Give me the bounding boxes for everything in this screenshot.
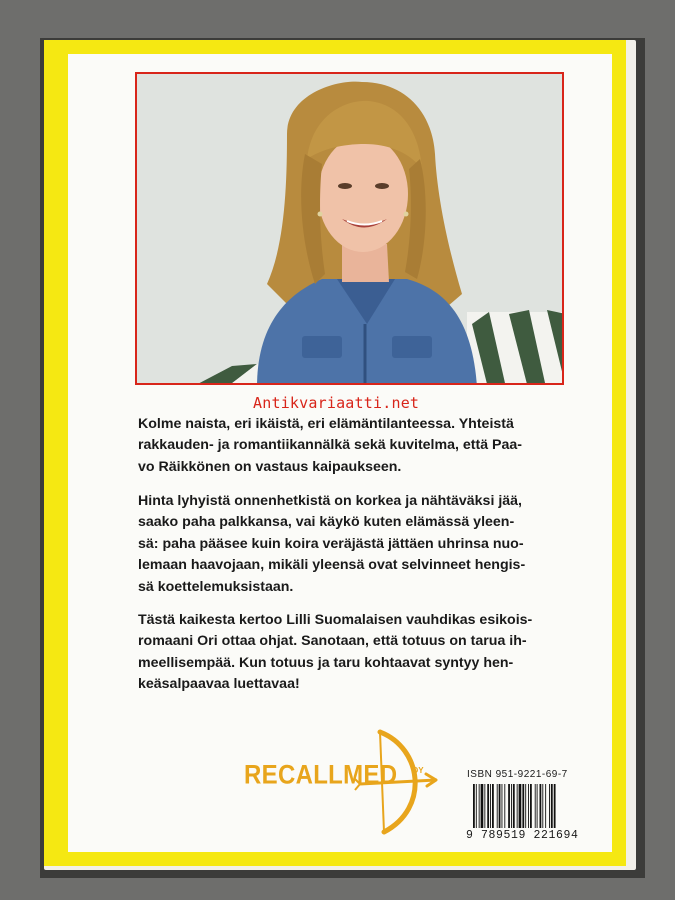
barcode-bar	[502, 784, 503, 828]
barcode-bar	[522, 784, 524, 828]
barcode-bar	[530, 784, 532, 828]
blurb-line: Hinta lyhyistä onnenhetkistä on korkea ja nähtäväksi jää,	[138, 493, 522, 509]
barcode-bar	[492, 784, 494, 828]
barcode-bar	[476, 784, 477, 828]
ean-number: 9 789519 221694	[466, 829, 579, 842]
barcode-bar	[497, 784, 498, 828]
blurb-line: saako paha palkkansa, vai käykö kuten elämässä yleen-	[138, 514, 515, 531]
blurb-line: Tästä kaikesta kertoo Lilli Suomalaisen vauhdikas esikois-	[138, 612, 533, 628]
barcode-bar	[511, 784, 512, 828]
yellow-border-left	[44, 40, 68, 860]
barcode-bar	[473, 784, 475, 828]
publisher-logo-suffix: OY	[412, 766, 424, 775]
barcode-bar	[519, 784, 522, 828]
barcode-bar	[554, 784, 556, 828]
barcode-bar	[525, 784, 526, 828]
blurb-paragraph-3	[138, 610, 578, 696]
blurb-line: sä: paha pääsee kuin koira veräjästä jättäen uhrinsa nuo-	[138, 535, 524, 552]
blurb-line: keäsalpaavaa luettavaa!	[138, 676, 300, 693]
barcode-bar	[528, 784, 529, 828]
blurb-line: vo Räikkönen on vastaus kaipaukseen.	[138, 458, 402, 475]
barcode-bar	[508, 784, 510, 828]
barcode-bar	[551, 784, 553, 828]
author-photo	[135, 72, 564, 385]
barcode-bar	[487, 784, 489, 828]
barcode-bar	[513, 784, 515, 828]
blurb-paragraph-1	[138, 414, 578, 478]
barcode-bar	[535, 784, 536, 828]
blurb-line: meellisempää. Kun totuus ja taru kohtaavat syntyy hen-	[138, 654, 514, 671]
yellow-border-bottom	[44, 852, 626, 866]
barcode-bar	[490, 784, 491, 828]
yellow-border-right	[612, 40, 626, 866]
barcode-bar	[549, 784, 550, 828]
barcode-bar	[484, 784, 485, 828]
blurb-line: romaani Ori ottaa ohjat. Sanotaan, että totuus on tarua ih-	[138, 633, 527, 650]
blurb-line: sä koettelemuksistaan.	[138, 578, 294, 595]
blurb-line: Kolme naista, eri ikäistä, eri elämäntilanteessa. Yhteistä	[138, 416, 514, 432]
isbn-number: ISBN 951-9221-69-7	[467, 769, 568, 780]
barcode-bar	[540, 784, 542, 828]
blurb-line: lemaan haavojaan, mikäli yleensä ovat selvinneet hengis-	[138, 557, 526, 574]
watermark-text: Antikvariaatti.net	[253, 394, 420, 412]
yellow-border-top	[44, 40, 626, 54]
publisher-logo: RECALLMED	[244, 760, 398, 791]
barcode-bar	[499, 784, 501, 828]
barcode-bar	[545, 784, 546, 828]
blurb-paragraph-2	[138, 491, 578, 598]
barcode-bar	[479, 784, 480, 828]
barcode	[472, 784, 582, 828]
blurb-line: rakkauden- ja romantiikannälkä sekä kuvitelma, että Paa-	[138, 437, 523, 454]
barcode-bar	[504, 784, 505, 828]
barcode-bar	[481, 784, 484, 828]
barcode-bar	[542, 784, 543, 828]
barcode-bar	[537, 784, 538, 828]
barcode-bar	[517, 784, 518, 828]
